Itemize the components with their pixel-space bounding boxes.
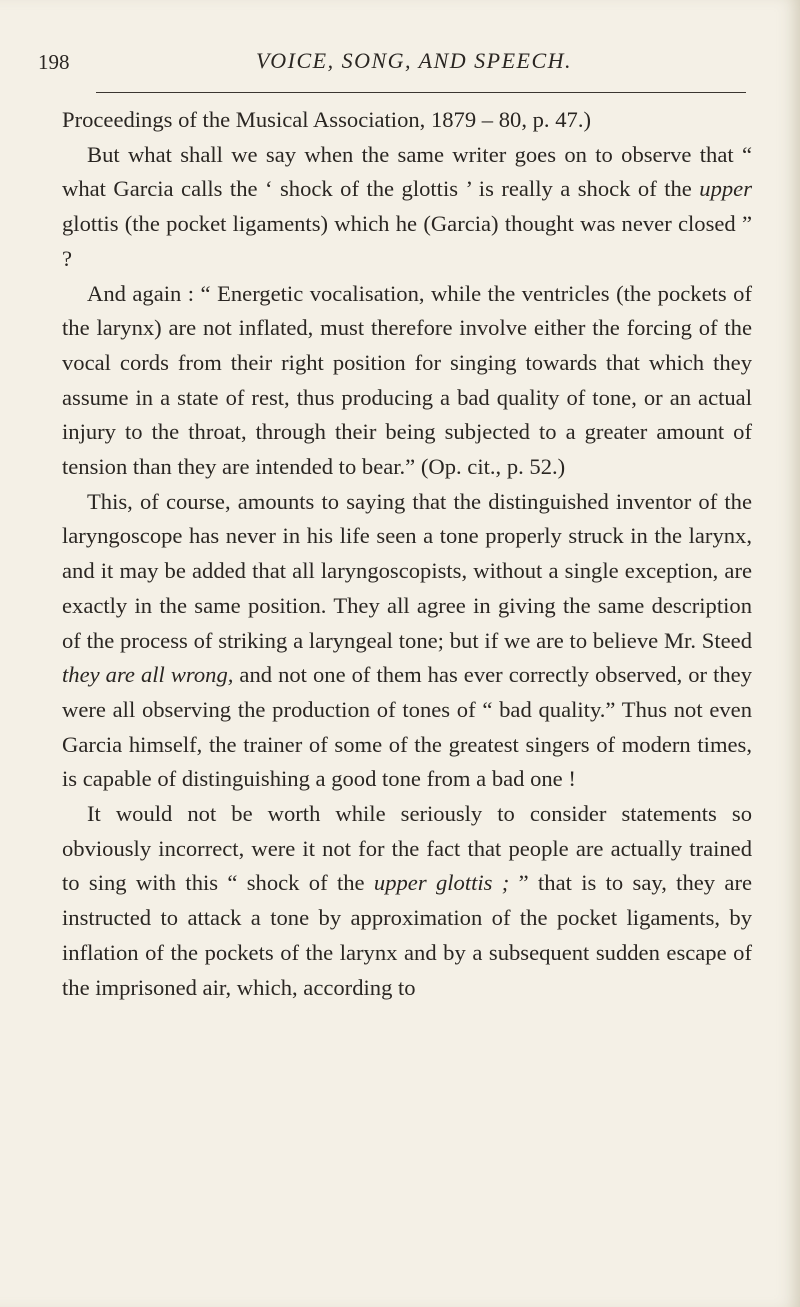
paragraph-4-italic-they-are-all-wrong: they are all wrong,: [62, 662, 234, 688]
page-header: [38, 46, 750, 80]
paragraph-5: [62, 797, 752, 1005]
paragraph-1-text: Proceedings of the Musical Association, 1879 – 80, p. 47.): [62, 107, 592, 132]
paragraph-5-text-a: It would not be worth while seriously to consider statements so obviously incorrect, were it not for the fact that people are actually trained to sing with this “ shock of the: [62, 801, 752, 896]
paragraph-4-text-a: This, of course, amounts to saying that the distinguished inventor of the laryngoscope has never in his life seen a tone properly struck in the larynx, and it may be added that all laryngoscopists, without a single exception, are exactly in the same position. They all agree in giving the same description of the process of striking a laryngeal tone; but if we are to believe Mr. Steed: [62, 488, 752, 653]
paragraph-3-text: And again : “ Energetic vocalisation, while the ventricles (the pockets of the larynx) are not inflated, must therefore involve either the forcing of the vocal cords from their right position for singing towards that which they assume in a state of rest, thus producing a bad quality of tone, or an actual injury to the throat, through their being subjected to a greater amount of tension than they are intended to bear.” (Op. cit., p. 52.): [62, 280, 752, 480]
paragraph-5-italic-upper-glottis: upper glottis ;: [373, 870, 510, 896]
paragraph-5-text-b: ” that is to say, they are instructed to attack a tone by approximation of the pocket ligaments, by inflation of the pockets of the larynx and by a subsequent sudden escape of the imprisoned air, which, according to: [62, 870, 752, 1000]
page-number: 198: [38, 50, 70, 74]
paragraph-2-italic-upper: upper: [699, 176, 752, 202]
paragraph-2-text-b: glottis (the pocket ligaments) which he (Garcia) thought was never closed ” ?: [62, 211, 752, 271]
header-rule: [96, 92, 746, 93]
paragraph-4-text-b: and not one of them has ever correctly observed, or they were all observing the production of tones of “ bad quality.” Thus not even Garcia himself, the trainer of some of the greatest singers of modern times, is capable of distinguishing a good tone from a bad one !: [62, 662, 752, 792]
paragraph-4: [62, 485, 752, 797]
paragraph-1: [62, 103, 752, 138]
running-title: VOICE, SONG, AND SPEECH.: [256, 48, 573, 73]
body-text: [62, 103, 752, 1005]
paragraph-2-text-a: But what shall we say when the same writer goes on to observe that “ what Garcia calls the ‘ shock of the glottis ’ is really a shock of the: [62, 141, 752, 202]
paragraph-3: [62, 277, 752, 485]
paragraph-2: [62, 138, 752, 277]
